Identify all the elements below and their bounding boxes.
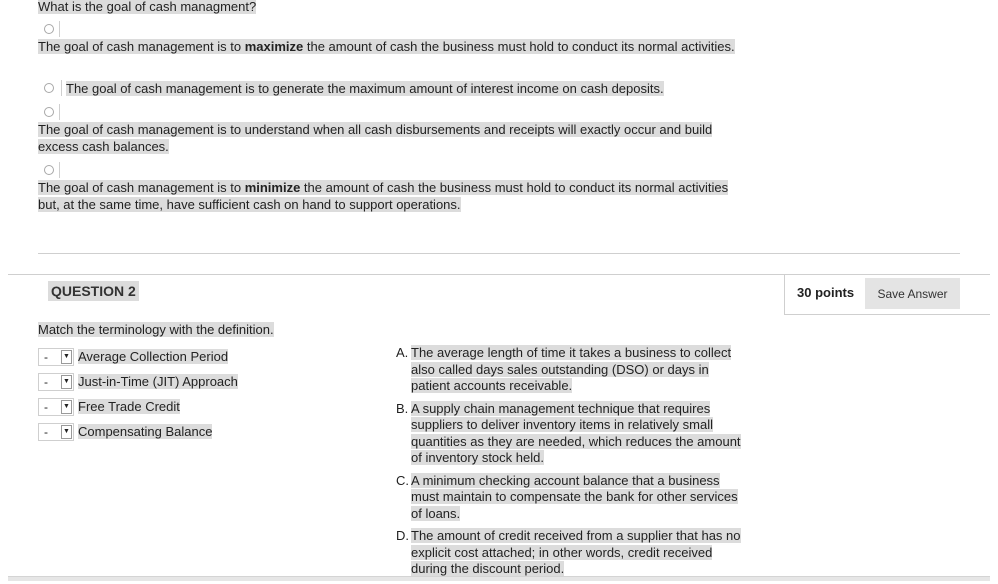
matching-terms (38, 344, 238, 444)
page-bottom-bar (8, 576, 990, 581)
definition-letter: D. (396, 528, 409, 543)
definition-letter: A. (396, 345, 409, 360)
radio-button-option-4[interactable] (44, 165, 54, 175)
answer-option-4-text: The goal of cash management is to minimize the amount of cash the business must hold to conduct its normal activities but, at the same time, have sufficient cash on hand to support operations. (38, 180, 729, 212)
chevron-down-icon: ▼ (61, 375, 72, 389)
text-cursor (59, 104, 60, 120)
definition-text: The amount of credit received from a supplier that has no explicit cost attached; in other words, credit received during the discount period. (411, 528, 741, 576)
definition-item (396, 473, 756, 523)
chevron-down-icon: ▼ (61, 425, 72, 439)
match-select-dropdown[interactable]: - ▼ (38, 398, 74, 416)
text-cursor (61, 80, 62, 96)
matching-row (38, 369, 238, 394)
definition-letter: B. (396, 400, 409, 416)
text-cursor (59, 21, 60, 37)
definition-text: A minimum checking account balance that a business must maintain to compensate the bank for other services of loans. (411, 472, 738, 521)
term-label: Average Collection Period (78, 349, 229, 364)
question-2-instruction: Match the terminology with the definition. (38, 322, 274, 337)
text-cursor (59, 162, 60, 178)
match-select-dropdown[interactable]: - ▼ (38, 373, 74, 391)
answer-option-2 (44, 80, 664, 96)
matching-row (38, 344, 238, 369)
match-select-dropdown[interactable]: - ▼ (38, 348, 74, 366)
chevron-down-icon: ▼ (61, 400, 72, 414)
divider (38, 253, 960, 254)
definition-item (396, 528, 756, 578)
definitions-list (396, 345, 756, 584)
chevron-down-icon: ▼ (61, 350, 72, 364)
match-select-dropdown[interactable]: - ▼ (38, 423, 74, 441)
matching-row (38, 419, 238, 444)
matching-row (38, 394, 238, 419)
definition-text: The average length of time it takes a business to collect also called days sales outstanding (DSO) or days in patient accounts receivable. (411, 345, 732, 393)
answer-option-3 (38, 103, 753, 155)
radio-button-option-1[interactable] (44, 24, 54, 34)
definition-item (396, 401, 756, 467)
definition-letter: C. (396, 472, 409, 488)
answer-option-4 (38, 161, 753, 213)
term-label: Free Trade Credit (78, 399, 180, 414)
question-2-title: QUESTION 2 (48, 281, 139, 301)
answer-option-2-text: The goal of cash management is to generate the maximum amount of interest income on cash deposits. (66, 80, 664, 96)
answer-option-1 (38, 20, 753, 55)
answer-option-3-text: The goal of cash management is to understand when all cash disbursements and receipts will exactly occur and build excess cash balances. (38, 122, 713, 154)
radio-button-option-3[interactable] (44, 107, 54, 117)
question-1-prompt: What is the goal of cash managment? (38, 0, 257, 14)
radio-button-option-2[interactable] (44, 83, 54, 93)
answer-option-1-text: The goal of cash management is to maximize the amount of cash the business must hold to conduct its normal activities. (38, 39, 735, 54)
definition-item (396, 345, 756, 395)
definition-text: A supply chain management technique that requires suppliers to deliver inventory items in relatively small quantities as they are needed, which reduces the amount of inventory stock held. (411, 400, 741, 465)
term-label: Just-in-Time (JIT) Approach (78, 374, 238, 389)
term-label: Compensating Balance (78, 424, 213, 439)
save-answer-button[interactable]: Save Answer (865, 278, 960, 309)
question-points: 30 points (797, 285, 855, 300)
